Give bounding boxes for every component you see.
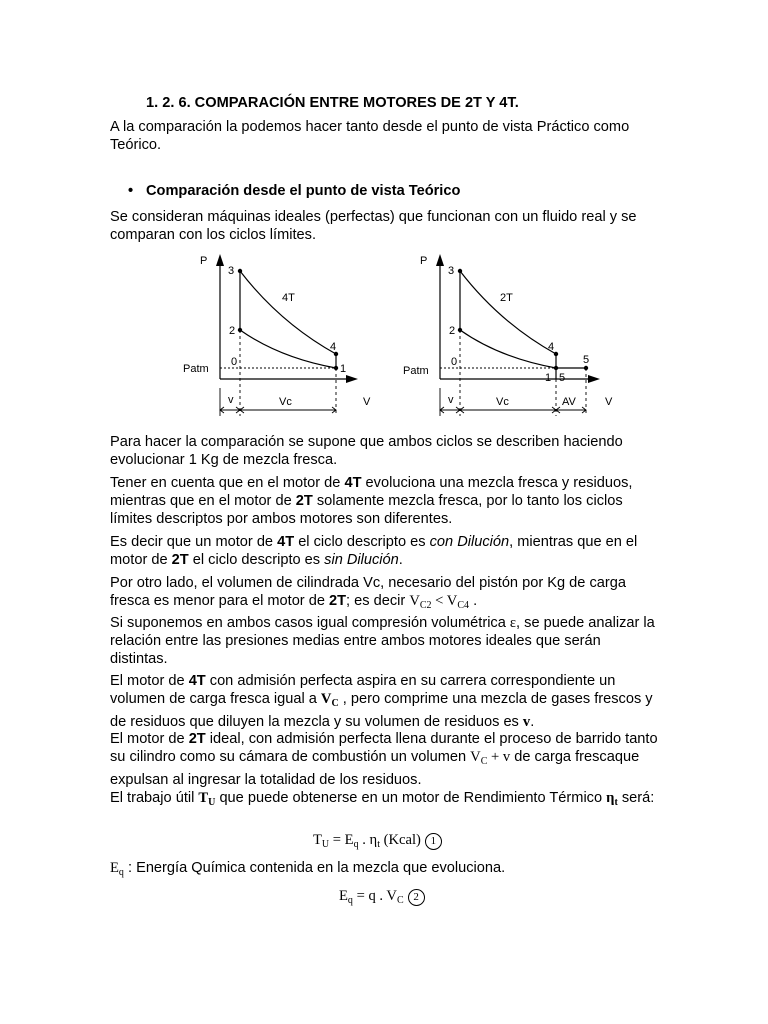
point-2-label: 2: [229, 325, 236, 337]
cycle-label: 4T: [282, 292, 295, 304]
axis-v-label: V: [363, 396, 371, 408]
patm-label: Patm: [183, 363, 209, 375]
point-0-label: 0: [231, 356, 238, 368]
equation-2: $E_q = q$ . $V_C$ 2: [339, 887, 425, 910]
point-5b-label: 5: [559, 372, 566, 384]
axis-v-label: V: [605, 396, 613, 408]
dim-av-label: AV: [562, 396, 576, 408]
point-0-label: 0: [451, 356, 458, 368]
equation-number: 1: [425, 833, 442, 850]
equation-number: 2: [408, 889, 425, 906]
point-4-label: 4: [548, 341, 555, 353]
equation-1: $T_U = E_q$ . $\eta_t$ (Kcal) 1: [313, 831, 442, 854]
dim-v-label: v: [448, 394, 454, 406]
dim-vc-label: Vc: [496, 396, 509, 408]
paragraph-4t-motor: El motor de 4T con admisión perfecta aspira en su carrera correspondiente un volumen de carga fresca igual a $V_C$ , pero comprime una mezcla de gases frescos y de residuos que diluyen la mezcla y su volumen de residuos es v.: [110, 673, 653, 731]
axis-p-label: P: [200, 255, 208, 267]
paragraph-chemical-energy: $E_q$ : Energía Química contenida en la mezcla que evoluciona.: [110, 860, 506, 878]
paragraph-displacement: Por otro lado, el volumen de cilindrada Vc, necesario del pistón por Kg de carga fresca es menor para el motor de 2T; es decir $V_{C2} < V_{C4}$ .: [110, 575, 626, 612]
paragraph-useful-work: El trabajo útil $T_U$ que puede obtenerse en un motor de Rendimiento Térmico $\eta_t$ será:: [110, 790, 655, 808]
pv-diagrams: [0, 248, 768, 428]
diagram-4t: [183, 254, 371, 416]
cycle-label: 2T: [500, 292, 513, 304]
section-heading: 1. 2. 6. COMPARACIÓN ENTRE MOTORES DE 2T Y 4T.: [146, 95, 519, 111]
axis-p-label: P: [420, 255, 428, 267]
bullet-text: Comparación desde el punto de vista Teórico: [146, 183, 461, 199]
paragraph-dilution: Es decir que un motor de 4T el ciclo descripto es con Dilución, mientras que en el motor de 2T el ciclo descripto es sin Dilución.: [110, 534, 638, 569]
paragraph-comparison: Para hacer la comparación se supone que ambos ciclos se describen haciendo evolucionar 1 Kg de mezcla fresca.: [110, 434, 623, 469]
paragraph-2t-motor: El motor de 2T ideal, con admisión perfecta llena durante el proceso de barrido tanto su cilindro como su cámara de combustión un volumen $V_C + v$ de carga frescaque expulsan al ingresar la totalidad de los residuos.: [110, 731, 658, 789]
point-1-label: 1: [545, 372, 552, 384]
point-1-label: 1: [340, 363, 347, 375]
point-5-label: 5: [583, 354, 590, 366]
point-4-label: 4: [330, 341, 337, 353]
patm-label: Patm: [403, 365, 429, 377]
intro-paragraph: A la comparación la podemos hacer tanto desde el punto de vista Práctico como Teórico.: [110, 119, 630, 154]
dim-vc-label: Vc: [279, 396, 292, 408]
point-2-label: 2: [449, 325, 456, 337]
paragraph-residues: Tener en cuenta que en el motor de 4T evoluciona una mezcla fresca y residuos, mientras que en el motor de 2T solamente mezcla fresca, por lo tanto los ciclos límites descriptos por ambos motores son diferentes.: [110, 475, 633, 528]
diagram-2t: [403, 254, 613, 416]
bullet-item: [128, 182, 460, 200]
paragraph-compression: Si suponemos en ambos casos igual compresión volumétrica ε, se puede analizar la relación entre las presiones medias entre ambos motores ideales que serán distintas.: [110, 615, 655, 668]
dim-v-label: v: [228, 394, 234, 406]
bullet-icon: •: [128, 183, 134, 199]
paragraph-ideal-machines: Se consideran máquinas ideales (perfectas) que funcionan con un fluido real y se comparan con los ciclos límites.: [110, 209, 637, 244]
point-3-label: 3: [448, 265, 455, 277]
point-3-label: 3: [228, 265, 235, 277]
